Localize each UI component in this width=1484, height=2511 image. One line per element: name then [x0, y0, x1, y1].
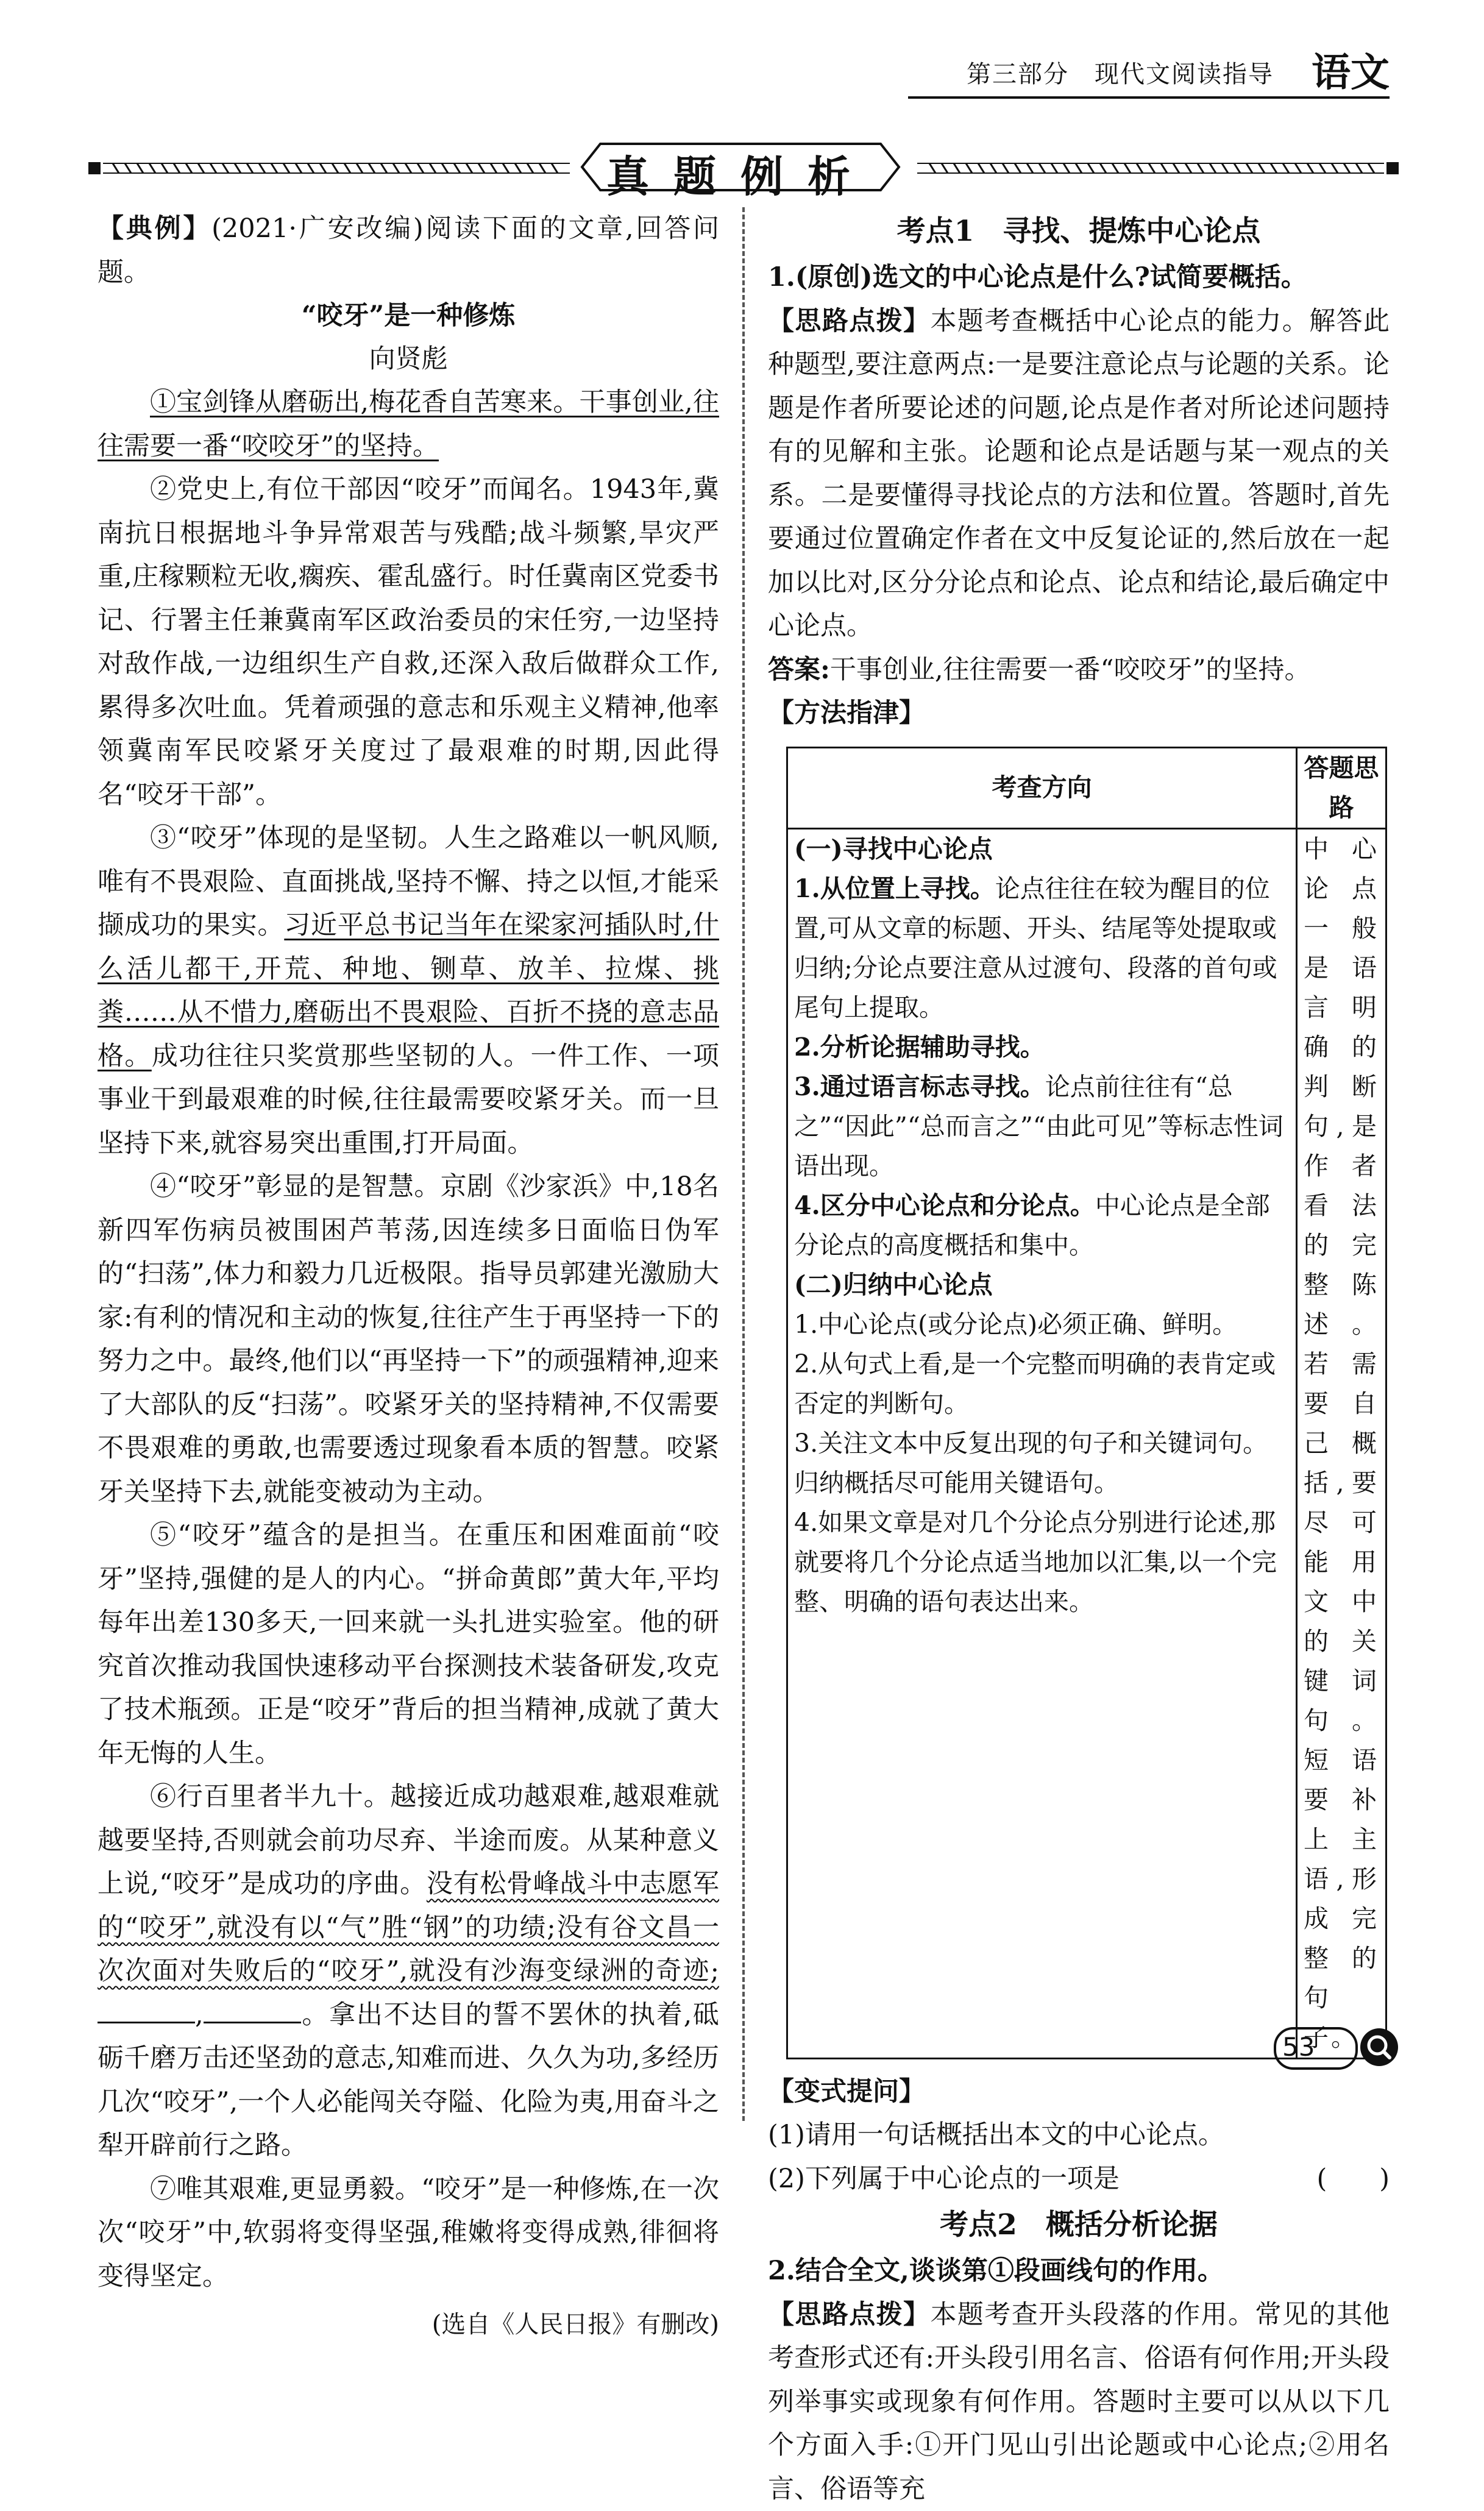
question-2: 2.结合全文,谈谈第①段画线句的作用。 — [768, 2250, 1390, 2293]
paragraph-6-b: 。拿出不达目的誓不罢休的执着,砥砺千磨万击还坚劲的意志,知难而进、久久为功,多经历几次“咬牙”,一个人必能闯关夺隘、化险为夷,用奋斗之犁开辟前行之路。 — [98, 2000, 719, 2161]
table-cell-approach: 中心论点一般是语言明确的判断句,是作者看法的完整陈述。若需要自己概括,要尽可能用文中的关键词句。短语要补上主语,形成完整的句子。 — [1297, 828, 1386, 2058]
question-1: 1.(原创)选文的中心论点是什么?试简要概括。 — [768, 256, 1390, 300]
fill-blank-1[interactable] — [98, 1997, 195, 2023]
page-number — [1274, 2027, 1396, 2070]
paragraph-6-a: ⑥行百里者半九十。越接近成功越艰难,越艰难就越要坚持,否则就会前功尽弃、半途而废。从某种意义上说,“咬牙”是成功的序曲。 — [98, 1781, 719, 1899]
paragraph-3 — [98, 817, 719, 1165]
underlined-sentence-1: ①宝剑锋从磨砺出,梅花香自苦寒来。 — [150, 387, 580, 417]
tip-1 — [768, 300, 1390, 648]
tip-tag: 【思路点拨】 — [768, 2300, 930, 2330]
method-table — [786, 747, 1387, 2059]
tip-2 — [768, 2293, 1390, 2511]
answer-1-text: 干事创业,往往需要一番“咬咬牙”的坚持。 — [830, 655, 1311, 685]
table-item: 1.中心论点(或分论点)必须正确、鲜明。 — [794, 1305, 1290, 1344]
fill-blank-2[interactable] — [204, 1997, 301, 2023]
table-item: 3.通过语言标志寻找。论点前往往有“总之”“因此”“总而言之”“由此可见”等标志性词语出现。 — [794, 1067, 1290, 1186]
table-row — [787, 828, 1386, 2058]
answer-tag: 答案: — [768, 655, 830, 685]
table-item: 4.区分中心论点和分论点。中心论点是全部分论点的高度概括和集中。 — [794, 1186, 1290, 1265]
tip-1-text: 本题考查概括中心论点的能力。解答此种题型,要注意两点:一是要注意论点与论题的关系。论题是作者所要论述的问题,论点是作者对所论述问题持有的见解和主张。论题和论点是话题与某一观点的关系。二是要懂得寻找论点的方法和位置。答题时,首先要通过位置确定作者在文中反复论证的,然后放在一起加以比对,区分分论点和论点、论点和结论,最后确定中心论点。 — [768, 306, 1390, 642]
example-tag: 【典例】 — [98, 213, 211, 244]
magnifier-icon — [1359, 2027, 1399, 2067]
answer-paren[interactable]: ( ) — [1316, 2158, 1390, 2201]
example-intro — [98, 207, 719, 294]
table-item: 2.从句式上看,是一个完整而明确的表肯定或否定的判断句。 — [794, 1344, 1290, 1424]
table-item: 4.如果文章是对几个分论点分别进行论述,那就要将几个分论点适当地加以汇集,以一个完整、明确的语句表达出来。 — [794, 1503, 1290, 1622]
variant-question-1: (1)请用一句话概括出本文的中心论点。 — [768, 2114, 1390, 2158]
page-header — [902, 38, 1390, 93]
banner-rule-right — [917, 161, 1399, 176]
header-rule — [908, 96, 1390, 99]
key-point-1-heading: 考点1 寻找、提炼中心论点 — [768, 207, 1390, 256]
paragraph-6 — [98, 1775, 719, 2168]
article-source: (选自《人民日报》有删改) — [98, 2303, 719, 2346]
tip-2-text: 本题考查开头段落的作用。常见的其他考查形式还有:开头段引用名言、俗语有何作用;开头段列举事实或现象有何作用。答题时主要可以从以下几个方面入手:①开门见山引出论题或中心论点;②用名言、俗语等充 — [768, 2300, 1390, 2504]
paragraph-2: ②党史上,有位干部因“咬牙”而闻名。1943年,冀南抗日根据地斗争异常艰苦与残酷;战斗频繁,旱灾严重,庄稼颗粒无收,瘸疾、霍乱盛行。时任冀南区党委书记、行署主任兼冀南军区政治委员的宋任穷,一边坚持对敌作战,一边组织生产自救,还深入敌后做群众工作,累得多次吐血。凭着顽强的意志和乐观主义精神,他率领冀南军民咬紧牙关度过了最艰难的时期,因此得名“咬牙干部”。 — [98, 468, 719, 817]
col-header-direction: 考查方向 — [787, 747, 1297, 828]
table-section-2: (二)归纳中心论点 — [794, 1265, 1290, 1305]
table-section-1: (一)寻找中心论点 — [794, 829, 1290, 869]
paragraph-3-a: ③“咬牙”体现的是坚韧。人生之路难以一帆风顺,唯有不畏艰险、直面挑战,坚持不懈、持之以恒,才能采撷成功的果实。 — [98, 823, 719, 940]
tip-tag: 【思路点拨】 — [768, 306, 930, 336]
blank-separator: , — [195, 2000, 204, 2030]
paragraph-1 — [98, 381, 719, 468]
example-intro-text: (2021·广安改编)阅读下面的文章,回答问题。 — [98, 213, 719, 288]
paragraph-5: ⑤“咬牙”蕴含的是担当。在重压和困难面前“咬牙”坚持,强健的是人的内心。“拼命黄郎”黄大年,平均每年出差130多天,一回来就一头扎进实验室。他的研究首次推动我国快速移动平台探测技术装备研发,攻克了技术瓶颈。正是“咬牙”背后的担当精神,成就了黄大年无悔的人生。 — [98, 1514, 719, 1775]
table-item: 1.从位置上寻找。论点往往在较为醒目的位置,可从文章的标题、开头、结尾等处提取或归纳;分论点要注意从过渡句、段落的首句或尾句上提取。 — [794, 869, 1290, 1028]
article-column — [98, 207, 719, 2346]
column-divider — [742, 207, 745, 2121]
paragraph-3-underlined: 习近平总书记当年在梁家河插队时,什么活儿都干,开荒、种地、铡草、放羊、拉煤、挑粪……从不惜力,磨砺出不畏艰险、百折不挠的意志品格。 — [98, 910, 719, 1071]
key-point-2-heading: 考点2 概括分析论据 — [768, 2201, 1390, 2250]
banner-rule-left — [88, 161, 570, 176]
col-header-approach: 答题思路 — [1297, 747, 1386, 828]
analysis-column — [768, 207, 1390, 2511]
section-label: 第三部分 现代文阅读指导 — [967, 55, 1274, 90]
banner-title: 真题例析 — [576, 143, 905, 204]
subject-label: 语文 — [1312, 41, 1390, 98]
paragraph-4: ④“咬牙”彰显的是智慧。京剧《沙家浜》中,18名新四军伤病员被围困芦苇荡,因连续多日面临日伪军的“扫荡”,体力和毅力几近极限。指导员郭建光激励大家:有利的情况和主动的恢复,往往产生于再坚持一下的努力之中。最终,他们以“再坚持一下”的顽强精神,迎来了大部队的反“扫荡”。咬紧牙关的坚持精神,不仅需要不畏艰难的勇敢,也需要透过现象看本质的智慧。咬紧牙关坚持下去,就能变被动为主动。 — [98, 1165, 719, 1514]
method-tag: 【方法指津】 — [768, 692, 1390, 736]
answer-1 — [768, 648, 1390, 692]
paragraph-6-wavy: 没有松骨峰战斗中志愿军的“咬牙”,就没有以“气”胜“钢”的功绩;没有谷文昌一次次面对失败后的“咬牙”,就没有沙海变绿洲的奇迹; — [98, 1869, 719, 1986]
table-cell-directions — [787, 828, 1297, 2058]
article-title: “咬牙”是一种修炼 — [98, 294, 719, 338]
section-banner — [88, 138, 1399, 196]
underlined-sentence-2: 干事创业,往往需要一番“咬咬牙”的坚持。 — [98, 387, 719, 461]
table-header-row — [787, 747, 1386, 828]
article-author: 向贤彪 — [98, 338, 719, 381]
variant-question-2: (2)下列属于中心论点的一项是 ( ) — [768, 2158, 1390, 2201]
page-number-text: 53 — [1282, 2032, 1315, 2062]
paragraph-7: ⑦唯其艰难,更显勇毅。“咬牙”是一种修炼,在一次次“咬牙”中,软弱将变得坚强,稚嫩将变得成熟,徘徊将变得坚定。 — [98, 2168, 719, 2299]
paragraph-3-b: 成功往往只奖赏那些坚韧的人。一件工作、一项事业干到最艰难的时候,往往最需要咬紧牙关。而一旦坚持下来,就容易突出重围,打开局面。 — [98, 1041, 719, 1159]
table-item: 3.关注文本中反复出现的句子和关键词句。归纳概括尽可能用关键语句。 — [794, 1424, 1290, 1503]
table-item: 2.分析论据辅助寻找。 — [794, 1028, 1290, 1067]
variant-tag: 【变式提问】 — [768, 2070, 1390, 2114]
